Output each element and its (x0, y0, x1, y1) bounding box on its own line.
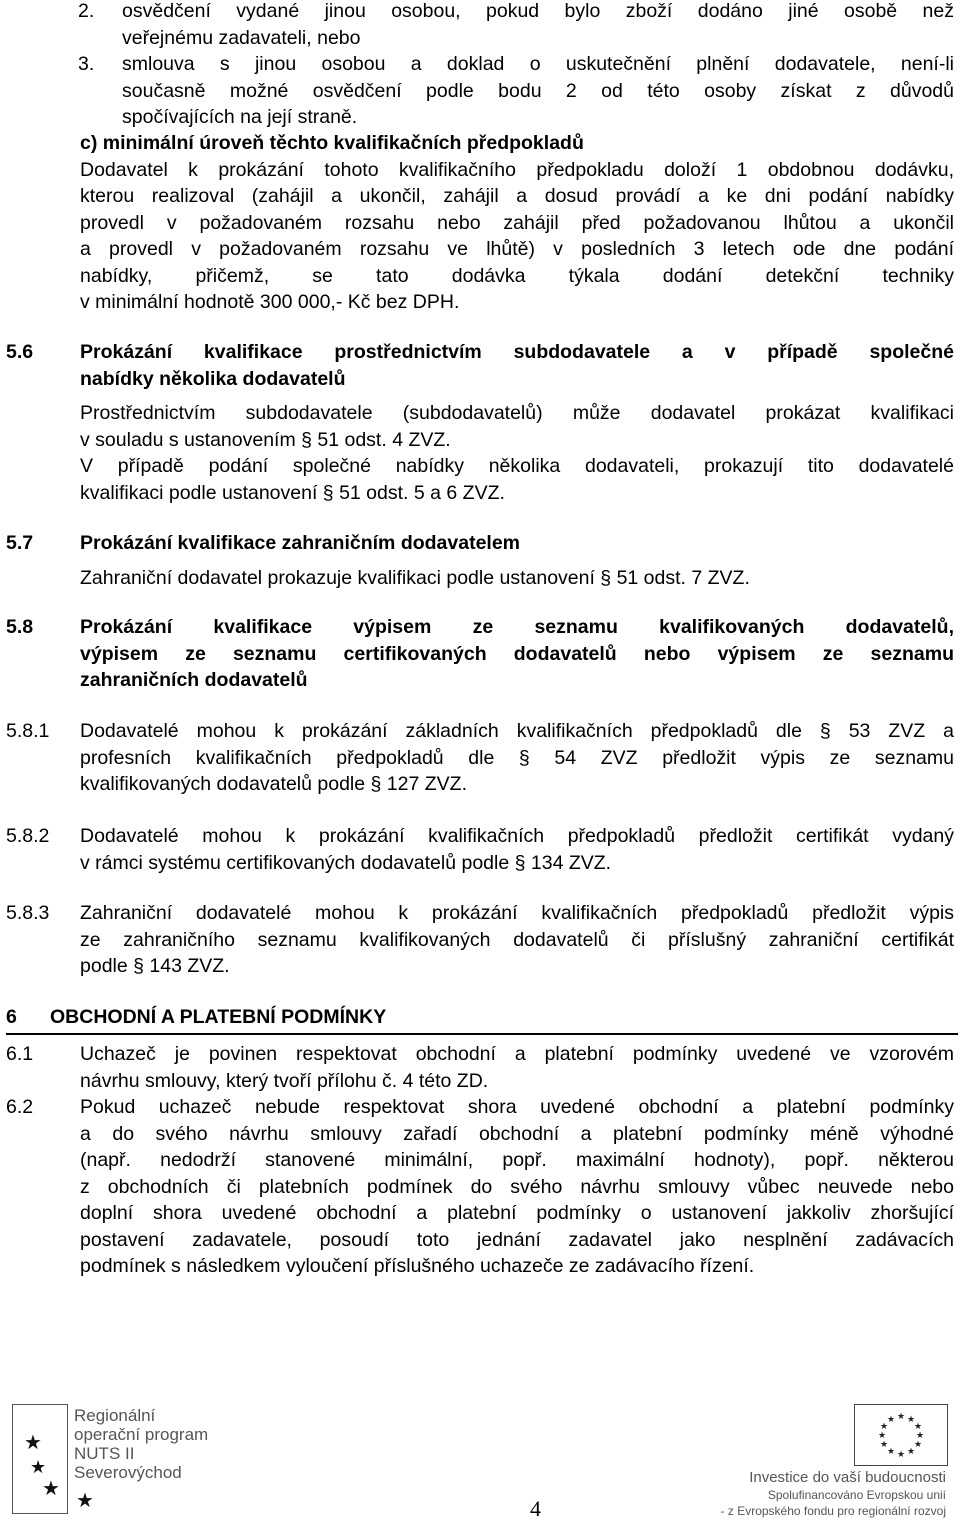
svg-text:★: ★ (886, 1415, 896, 1425)
svg-text:★: ★ (906, 1447, 916, 1457)
text-line: a provedl v požadovaném rozsahu ve lhůtě) v posledních 3 letech ode dne podání (80, 238, 954, 260)
criteria-heading: c) minimální úroveň těchto kvalifikačních předpokladů (80, 132, 584, 154)
criteria-c (80, 130, 954, 316)
list-number: 3. (78, 53, 95, 75)
section-5-8 (0, 614, 960, 694)
list-item-2 (78, 0, 954, 51)
section-5-8-3 (0, 900, 960, 980)
logo-line: Spolufinancováno Evropskou unií (767, 1488, 946, 1502)
section-5-7 (0, 530, 960, 591)
section-5-8-1 (0, 718, 960, 798)
star-icon: ★ (30, 1457, 47, 1477)
star-icon: ★ (42, 1478, 60, 1500)
text-line: současně možné osvědčení podle bodu 2 od této osoby získat z důvodů (122, 79, 954, 102)
text-line: nabídky, přičemž, se tato dodávka týkala dodání detekční techniky (80, 264, 954, 287)
text-line: ze zahraničního seznamu kvalifikovaných dodavatelů či příslušný zahraniční certifikát (80, 928, 954, 951)
text-line: podmínek s následkem vyloučení příslušného uchazeče ze zadávacího řízení. (80, 1255, 755, 1277)
section-number: 5.6 (6, 341, 34, 363)
text-line: osvědčení vydané jinou osobou, pokud bylo zboží dodáno jiné osobě než (122, 0, 954, 22)
text-line: Dodavatel k prokázání tohoto kvalifikačního předpokladu doloží 1 obdobnou dodávku, (80, 158, 954, 181)
text-line: V případě podání společné nabídky několika dodavateli, prokazují tito dodavatelé (80, 455, 954, 477)
svg-text:★: ★ (915, 1431, 925, 1441)
section-6-2 (0, 1094, 960, 1280)
title-line: výpisem ze seznamu certifikovaných dodavatelů nebo výpisem ze seznamu (80, 642, 954, 665)
list-item-3 (78, 51, 954, 131)
text-line: kvalifikovaných dodavatelů podle § 127 ZVZ. (80, 773, 467, 795)
section-6-1 (0, 1041, 960, 1094)
page-number: 4 (530, 1496, 541, 1521)
text-line: spočívajících na její straně. (122, 106, 358, 128)
logo-line: NUTS II Severovýchod (74, 1444, 182, 1482)
text-line: doplní shora uvedené obchodní a platební podmínky o ustanovení jakkoliv zhoršující (80, 1202, 954, 1224)
section-number: 5.8.1 (6, 720, 50, 742)
text-line: Pokud uchazeč nebude respektovat shora uvedené obchodní a platební podmínky (80, 1096, 954, 1118)
eu-stars (855, 1405, 947, 1465)
text-line: Uchazeč je povinen respektovat obchodní a platební podmínky uvedené ve vzorovém (80, 1043, 954, 1065)
text-line: postavení zadavatele, posoudí toto jednání zadavatel jako nesplnění zadávacích (80, 1228, 954, 1251)
section-body (80, 1041, 954, 1094)
text-line: z obchodních či platebních podmínek do svého návrhu smlouvy vůbec neuvede nebo (80, 1175, 954, 1198)
text-line: podle § 143 ZVZ. (80, 955, 230, 977)
star-icon: ★ (76, 1490, 94, 1512)
section-number: 5.8 (6, 616, 34, 638)
text-line: kvalifikaci podle ustanovení § 51 odst. 5 a 6 ZVZ. (80, 481, 505, 504)
text-line: Prostřednictvím subdodavatele (subdodavatelů) může dodavatel prokázat kvalifikaci (80, 402, 954, 424)
text-line: provedl v požadovaném rozsahu nebo zahájil před požadovanou lhůtou a ukončil (80, 211, 954, 234)
text-line: Dodavatelé mohou k prokázání kvalifikačních předpokladů předložit certifikát vydaný (80, 825, 954, 847)
section-body (80, 718, 954, 798)
logo-line: Investice do vaší budoucnosti (749, 1469, 946, 1486)
section-body (80, 1094, 954, 1280)
svg-text:★: ★ (879, 1422, 889, 1432)
section-5-8-2 (0, 823, 960, 876)
logo-line: Regionální (74, 1406, 156, 1425)
text-line: v souladu s ustanovením § 51 odst. 4 ZVZ. (80, 428, 451, 451)
text-line: profesních kvalifikačních předpokladů dle § 54 ZVZ předložit výpis ze seznamu (80, 746, 954, 769)
svg-text:★: ★ (906, 1415, 916, 1425)
title-line: Prokázání kvalifikace prostřednictvím subdodavatele a v případě společné (80, 341, 954, 363)
text-line: (např. nedodrží stanovené minimální, popř. maximální hodnoty), popř. některou (80, 1149, 954, 1171)
text-line: veřejnému zadavateli, nebo (122, 26, 361, 49)
title-line: nabídky několika dodavatelů (80, 367, 346, 390)
section-title (80, 339, 954, 392)
rop-logo (12, 1404, 242, 1516)
section-title: OBCHODNÍ A PLATEBNÍ PODMÍNKY (50, 1006, 387, 1028)
list-text (122, 0, 954, 51)
section-divider (6, 1033, 958, 1035)
section-number: 5.8.2 (6, 825, 50, 847)
title-line: zahraničních dodavatelů (80, 669, 308, 691)
section-body (80, 823, 954, 876)
section-5-6 (0, 339, 960, 506)
svg-text:★: ★ (877, 1431, 887, 1441)
eu-logo (720, 1404, 954, 1520)
title-line: Prokázání kvalifikace výpisem ze seznamu kvalifikovaných dodavatelů, (80, 616, 954, 638)
text-line: Zahraniční dodavatelé mohou k prokázání kvalifikačních předpokladů předložit výpis (80, 902, 954, 924)
text-line: smlouva s jinou osobou a doklad o uskutečnění plnění dodavatele, není-li (122, 53, 954, 75)
text-line: v rámci systému certifikovaných dodavatelů podle § 134 ZVZ. (80, 851, 612, 874)
list-text (122, 51, 954, 131)
logo-text (74, 1406, 242, 1482)
section-number: 6.1 (6, 1043, 34, 1065)
logo-line: - z Evropského fondu pro regionální rozvoj (720, 1504, 946, 1518)
section-body (80, 900, 954, 980)
section-body (80, 400, 954, 506)
section-body: Zahraniční dodavatel prokazuje kvalifikaci podle ustanovení § 51 odst. 7 ZVZ. (80, 566, 750, 589)
svg-text:★: ★ (913, 1422, 923, 1432)
section-number: 6 (6, 1006, 17, 1028)
section-number: 5.7 (6, 532, 34, 554)
section-6 (0, 1004, 960, 1031)
eu-logo-text (721, 1468, 946, 1519)
text-line: návrhu smlouvy, který tvoří přílohu č. 4 této ZD. (80, 1069, 489, 1092)
list-number: 2. (78, 0, 95, 22)
section-number: 5.8.3 (6, 902, 50, 924)
section-title (80, 614, 954, 694)
section-number: 6.2 (6, 1096, 34, 1118)
text-line: Dodavatelé mohou k prokázání základních kvalifikačních předpokladů dle § 53 ZVZ a (80, 720, 954, 742)
text-line: v minimální hodnotě 300 000,- Kč bez DPH. (80, 291, 460, 313)
svg-text:★: ★ (896, 1450, 906, 1460)
svg-text:★: ★ (896, 1412, 906, 1422)
svg-text:★: ★ (886, 1447, 896, 1457)
star-icon: ★ (24, 1432, 42, 1454)
section-title: Prokázání kvalifikace zahraničním dodavatelem (80, 532, 521, 554)
eu-flag-icon (854, 1404, 948, 1466)
svg-text:★: ★ (913, 1440, 923, 1450)
text-line: kterou realizoval (zahájil a ukončil, zahájil a dosud provádí a ke dni podání nabídky (80, 185, 954, 207)
svg-text:★: ★ (879, 1440, 889, 1450)
logo-line: operační program (74, 1425, 209, 1444)
text-line: a do svého návrhu smlouvy zařadí obchodní a platební podmínky méně výhodné (80, 1122, 954, 1145)
